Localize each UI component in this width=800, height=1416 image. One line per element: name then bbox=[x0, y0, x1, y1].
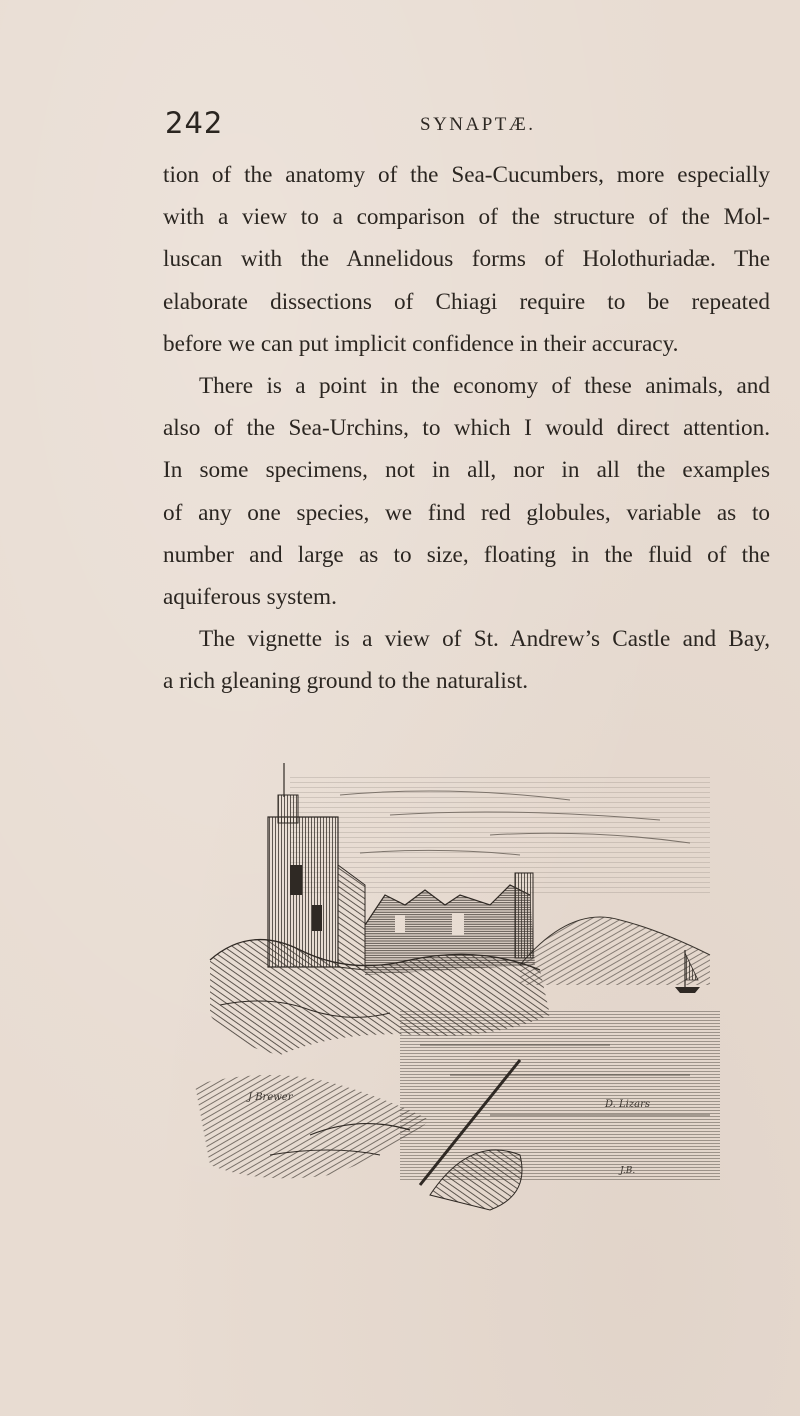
text-line: before we can put implicit confidence in their accuracy. bbox=[163, 330, 679, 357]
castle-vignette-engraving bbox=[190, 755, 730, 1215]
body-text bbox=[163, 154, 770, 703]
text-line: In some specimens, not in all, nor in all the examples bbox=[163, 457, 770, 484]
running-head bbox=[165, 106, 770, 142]
text-line: luscan with the Annelidous forms of Holothuriadæ. The bbox=[163, 246, 770, 273]
distant-headland bbox=[520, 917, 710, 985]
text-line: number and large as to size, floating in the fluid of the bbox=[163, 541, 770, 568]
running-title: SYNAPTÆ. bbox=[420, 114, 536, 135]
text-line: elaborate dissections of Chiagi require to be repeated bbox=[163, 288, 770, 315]
sea bbox=[400, 1010, 720, 1180]
engraver-signature-left: J Brewer bbox=[248, 1092, 293, 1103]
text-line: aquiferous system. bbox=[163, 584, 337, 611]
paragraph-2 bbox=[163, 365, 770, 618]
paragraph-1 bbox=[163, 154, 770, 365]
engraver-signature-right: D. Lizars bbox=[605, 1099, 650, 1110]
text-line: also of the Sea-Urchins, to which I would direct attention. bbox=[163, 415, 770, 442]
text-line: of any one species, we find red globules, variable as to bbox=[163, 499, 770, 526]
text-line: a rich gleaning ground to the naturalist. bbox=[163, 668, 529, 695]
engraver-signature-bottom: J.B. bbox=[620, 1166, 636, 1176]
text-line: The vignette is a view of St. Andrew’s Castle and Bay, bbox=[199, 626, 770, 653]
text-line: There is a point in the economy of these animals, and bbox=[199, 373, 770, 400]
text-line: tion of the anatomy of the Sea-Cucumbers, more especially bbox=[163, 162, 770, 188]
paragraph-3 bbox=[163, 618, 770, 702]
text-line: with a view to a comparison of the structure of the Mol- bbox=[163, 204, 770, 231]
page-number: 242 bbox=[165, 106, 224, 140]
